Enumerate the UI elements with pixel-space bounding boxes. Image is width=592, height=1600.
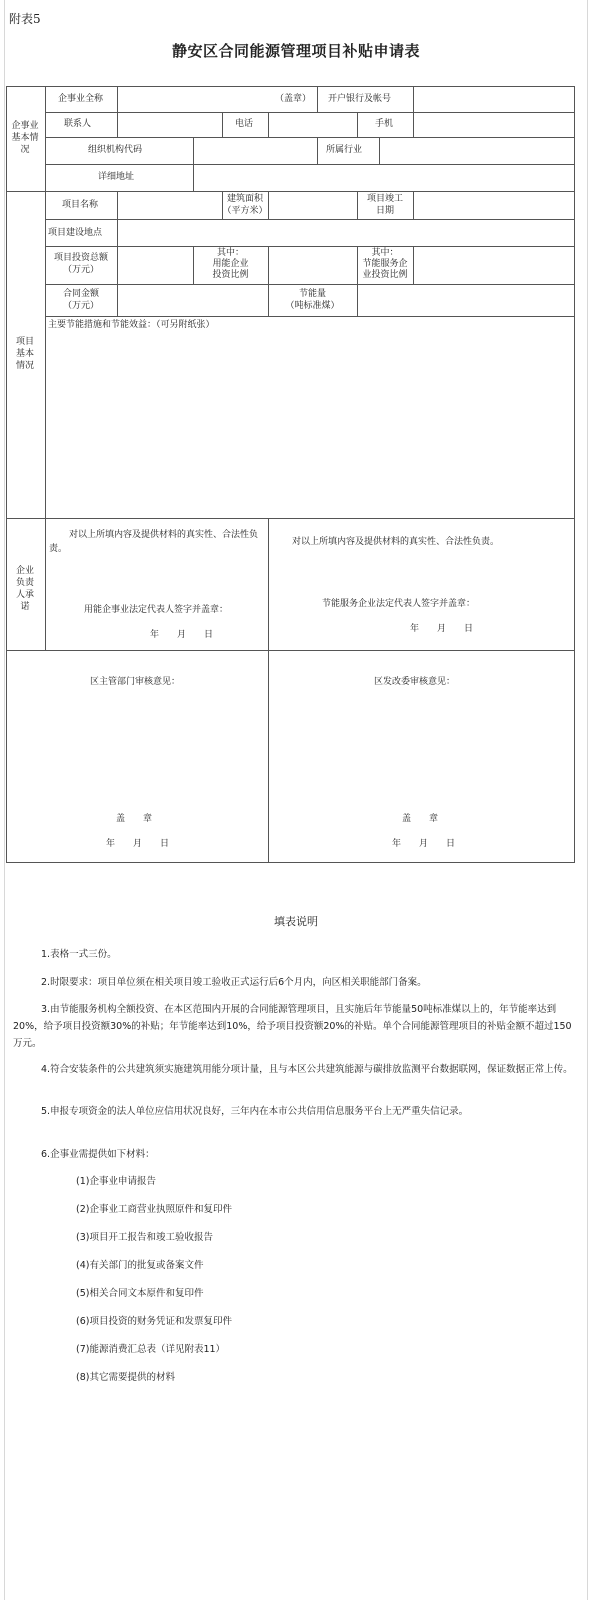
table-line bbox=[45, 284, 575, 285]
enterprise-section-label: 企事业基本情况 bbox=[11, 121, 39, 155]
table-line bbox=[268, 518, 269, 863]
user-ratio-line2: 用能企业 bbox=[212, 259, 249, 269]
energy-saving-label-line2: （吨标准煤） bbox=[285, 301, 340, 311]
table-line bbox=[268, 112, 269, 137]
right-commitment-statement: 对以上所填内容及提供材料的真实性、合法性负责。 bbox=[292, 537, 500, 547]
right-seal-label: 盖 章 bbox=[402, 814, 439, 824]
table-line bbox=[45, 316, 575, 317]
table-line bbox=[6, 650, 575, 651]
table-line bbox=[45, 219, 575, 220]
completion-date-label bbox=[357, 193, 413, 217]
esco-ratio-line3: 业投资比例 bbox=[362, 270, 408, 280]
contract-amount-label-line2: （万元） bbox=[62, 301, 99, 311]
table-line bbox=[317, 137, 318, 164]
table-line bbox=[357, 112, 358, 137]
table-line bbox=[268, 191, 269, 219]
table-line bbox=[117, 219, 118, 246]
table-line bbox=[193, 164, 194, 191]
left-seal-label: 盖 章 bbox=[116, 814, 153, 824]
table-line bbox=[268, 246, 269, 284]
total-investment-label-line1: 项目投资总额 bbox=[53, 253, 108, 263]
left-commitment-statement: 对以上所填内容及提供材料的真实性、合法性负责。 bbox=[49, 530, 259, 554]
completion-date-label-line2: 日期 bbox=[375, 206, 394, 216]
total-investment-label bbox=[45, 252, 117, 276]
total-investment-label-line2: （万元） bbox=[62, 265, 99, 275]
right-signature-label: 节能服务企业法定代表人签字并盖章： bbox=[322, 599, 476, 609]
building-area-label bbox=[222, 193, 268, 217]
bank-account-label: 开户银行及帐号 bbox=[328, 94, 392, 104]
table-line bbox=[45, 112, 575, 113]
table-line bbox=[117, 284, 118, 316]
phone-label: 电话 bbox=[235, 119, 254, 129]
user-investment-ratio-label bbox=[193, 248, 268, 281]
table-line bbox=[413, 86, 414, 112]
table-line bbox=[117, 86, 118, 112]
note-1: 1.表格一式三份。 bbox=[41, 949, 117, 960]
ndrc-review-label: 区发改委审核意见： bbox=[374, 677, 456, 687]
table-line bbox=[6, 86, 575, 87]
page-frame bbox=[4, 0, 588, 1600]
note-3: 3.由节能服务机构全额投资、在本区范围内开展的合同能源管理项目，且实施后年节能量50吨标准煤以上的，年节能率达到20%，给予项目投资额30%的补贴；年节能率达到10%，给予项目投资额20%的补贴。单个合同能源管理项目的补贴金额不超过150万元。 bbox=[13, 1004, 572, 1049]
project-name-label: 项目名称 bbox=[62, 200, 99, 210]
contract-amount-label-line1: 合同金额 bbox=[62, 289, 99, 299]
user-ratio-line1: 其中： bbox=[216, 248, 244, 258]
attachment-label: 附表5 bbox=[9, 12, 41, 26]
table-line bbox=[117, 246, 118, 284]
industry-label: 所属行业 bbox=[326, 145, 363, 155]
building-area-label-line1: 建筑面积 bbox=[226, 194, 263, 204]
mobile-label: 手机 bbox=[375, 119, 394, 129]
project-section-label: 项目基本情况 bbox=[15, 337, 34, 371]
measures-label: 主要节能措施和节能效益：（可另附纸张） bbox=[48, 320, 215, 330]
left-signature-label: 用能企事业法定代表人签字并盖章： bbox=[84, 605, 229, 615]
material-item: (2)企事业工商营业执照原件和复印件 bbox=[76, 1204, 232, 1215]
left-review-date: 年 月 日 bbox=[106, 839, 170, 849]
energy-saving-label bbox=[268, 288, 357, 312]
table-line bbox=[357, 284, 358, 316]
form-title: 静安区合同能源管理项目补贴申请表 bbox=[171, 42, 420, 60]
note-5: 5.申报专项资金的法人单位应信用状况良好，三年内在本市公共信用信息服务平台上无严重失信记录。 bbox=[41, 1106, 469, 1117]
table-line bbox=[45, 164, 575, 165]
table-line bbox=[6, 191, 575, 192]
table-line bbox=[45, 137, 575, 138]
completion-date-label-line1: 项目竣工 bbox=[366, 194, 403, 204]
right-review-date: 年 月 日 bbox=[392, 839, 456, 849]
table-line bbox=[117, 191, 118, 219]
esco-ratio-line2: 节能服务企 bbox=[362, 259, 408, 269]
contact-person-label: 联系人 bbox=[64, 119, 92, 129]
table-line bbox=[193, 137, 194, 164]
table-line bbox=[45, 246, 575, 247]
table-line bbox=[45, 518, 46, 650]
table-line bbox=[6, 518, 575, 519]
note-2: 2.时限要求：项目单位须在相关项目竣工验收正式运行后6个月内，向区相关职能部门备案。 bbox=[41, 977, 427, 988]
material-item: (1)企事业申请报告 bbox=[76, 1176, 156, 1187]
table-line bbox=[6, 86, 7, 863]
enterprise-name-label: 企事业全称 bbox=[58, 94, 104, 104]
table-line bbox=[413, 112, 414, 137]
material-item: (8)其它需要提供的材料 bbox=[76, 1372, 175, 1383]
table-line bbox=[317, 86, 318, 112]
note-4: 4.符合安装条件的公共建筑须实施建筑用能分项计量，且与本区公共建筑能源与碳排放监测平台数据联网，保证数据正常上传。 bbox=[41, 1064, 573, 1075]
note-6: 6.企事业需提供如下材料： bbox=[41, 1149, 155, 1160]
left-commitment-date: 年 月 日 bbox=[150, 630, 214, 640]
project-location-label: 项目建设地点 bbox=[48, 228, 103, 238]
esco-ratio-line1: 其中： bbox=[371, 248, 399, 258]
contract-amount-label bbox=[45, 288, 117, 312]
commitment-section-label: 企业负责人承诺 bbox=[15, 566, 34, 612]
notes-title: 填表说明 bbox=[274, 915, 318, 928]
material-item: (4)有关部门的批复或备案文件 bbox=[76, 1260, 204, 1271]
esco-investment-ratio-label bbox=[357, 248, 413, 281]
energy-saving-label-line1: 节能量 bbox=[298, 289, 326, 299]
table-line bbox=[413, 246, 414, 284]
table-line bbox=[222, 112, 223, 137]
org-code-label: 组织机构代码 bbox=[88, 145, 143, 155]
material-item: (7)能源消费汇总表（详见附表11） bbox=[76, 1344, 226, 1355]
table-line bbox=[413, 191, 414, 219]
table-line bbox=[379, 137, 380, 164]
table-line bbox=[117, 112, 118, 137]
address-label: 详细地址 bbox=[98, 172, 135, 182]
enterprise-seal-label: （盖章） bbox=[275, 94, 312, 104]
building-area-label-line2: （平方米） bbox=[222, 206, 268, 216]
table-line bbox=[6, 862, 575, 863]
material-item: (5)相关合同文本原件和复印件 bbox=[76, 1288, 204, 1299]
material-item: (3)项目开工报告和竣工验收报告 bbox=[76, 1232, 213, 1243]
user-ratio-line3: 投资比例 bbox=[212, 270, 249, 280]
material-item: (6)项目投资的财务凭证和发票复印件 bbox=[76, 1316, 232, 1327]
district-dept-review-label: 区主管部门审核意见： bbox=[90, 677, 181, 687]
table-line bbox=[574, 86, 575, 863]
right-commitment-date: 年 月 日 bbox=[410, 624, 474, 634]
